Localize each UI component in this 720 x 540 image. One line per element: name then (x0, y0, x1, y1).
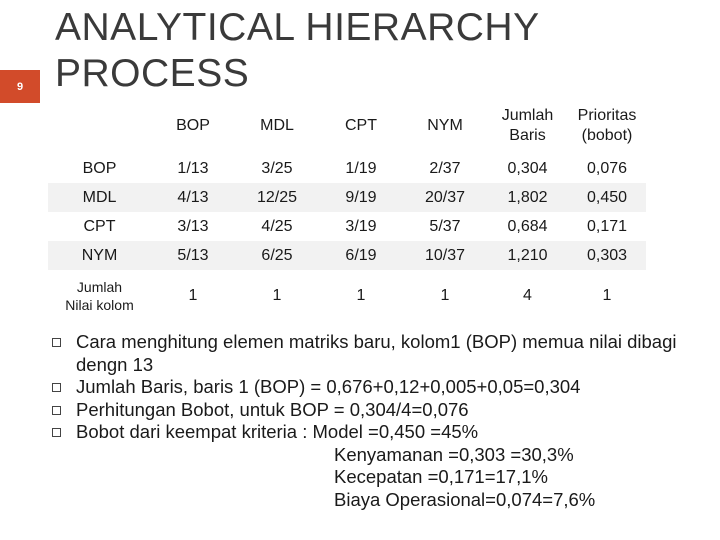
header-cell: CPT (319, 98, 403, 154)
table-cell: 4 (487, 270, 568, 322)
slide-number: 9 (0, 70, 40, 103)
pairwise-matrix-table (48, 98, 646, 322)
table-cell: 20/37 (403, 183, 487, 212)
table-cell: 5/13 (151, 241, 235, 270)
table-cell: 1,802 (487, 183, 568, 212)
header-cell: NYM (403, 98, 487, 154)
table-cell: 6/19 (319, 241, 403, 270)
table-row-total (48, 270, 646, 322)
square-bullet-icon (52, 338, 61, 347)
table-cell: 1 (235, 270, 319, 322)
table-cell: 1/19 (319, 154, 403, 183)
list-item (52, 399, 712, 422)
note-text: Jumlah Baris, baris 1 (BOP) = 0,676+0,12+0,005+0,05=0,304 (76, 376, 581, 397)
table-row (48, 183, 646, 212)
square-bullet-icon (52, 428, 61, 437)
table-cell: 1 (319, 270, 403, 322)
row-label: NYM (48, 241, 151, 270)
header-cell: BOP (151, 98, 235, 154)
table-cell: 0,076 (568, 154, 646, 183)
weight-line: Kenyamanan =0,303 =30,3% (334, 443, 574, 465)
header-cell: MDL (235, 98, 319, 154)
weight-line: Kecepatan =0,171=17,1% (334, 466, 548, 487)
table-header-row (48, 98, 646, 154)
list-item (52, 421, 712, 444)
table-cell: 4/25 (235, 212, 319, 241)
table-cell: 9/19 (319, 183, 403, 212)
note-text: Perhitungan Bobot, untuk BOP = 0,304/4=0,076 (76, 398, 469, 420)
note-text: Cara menghitung elemen matriks baru, kolom1 (BOP) memua nilai dibagi dengn 13 (76, 331, 677, 375)
table-cell: 2/37 (403, 154, 487, 183)
table-cell: 1 (151, 270, 235, 322)
table-cell: 3/13 (151, 212, 235, 241)
criteria-weights (334, 444, 712, 512)
table-cell: 4/13 (151, 183, 235, 212)
row-label: BOP (48, 154, 151, 183)
table-cell: 5/37 (403, 212, 487, 241)
table-row (48, 212, 646, 241)
title-line-1: ANALYTICAL HIERARCHY PROCESS (55, 6, 539, 95)
table-cell: 3/19 (319, 212, 403, 241)
table-cell: 0,304 (487, 154, 568, 183)
row-label: MDL (48, 183, 151, 212)
row-label: CPT (48, 212, 151, 241)
header-cell: Jumlah Baris (487, 98, 568, 154)
header-cell-empty (48, 98, 151, 154)
table-cell: 6/25 (235, 241, 319, 270)
note-text: Bobot dari keempat kriteria : Model =0,450 =45% (76, 421, 479, 442)
list-item (52, 376, 712, 399)
header-cell: Prioritas (bobot) (568, 98, 646, 154)
table-cell: 10/37 (403, 241, 487, 270)
table-cell: 0,171 (568, 212, 646, 241)
table-row (48, 241, 646, 270)
explanation-list (52, 331, 712, 511)
table-cell: 1 (403, 270, 487, 322)
table-cell: 0,684 (487, 212, 568, 241)
square-bullet-icon (52, 383, 61, 392)
list-item (52, 331, 712, 376)
row-label: Jumlah Nilai kolom (48, 270, 151, 322)
table-row (48, 154, 646, 183)
table-cell: 12/25 (235, 183, 319, 212)
table-cell: 0,303 (568, 241, 646, 270)
table-cell: 1,210 (487, 241, 568, 270)
square-bullet-icon (52, 406, 61, 415)
table-cell: 1/13 (151, 154, 235, 183)
table-cell: 0,450 (568, 183, 646, 212)
table-cell: 3/25 (235, 154, 319, 183)
weight-line: Biaya Operasional=0,074=7,6% (334, 488, 596, 510)
table-cell: 1 (568, 270, 646, 322)
